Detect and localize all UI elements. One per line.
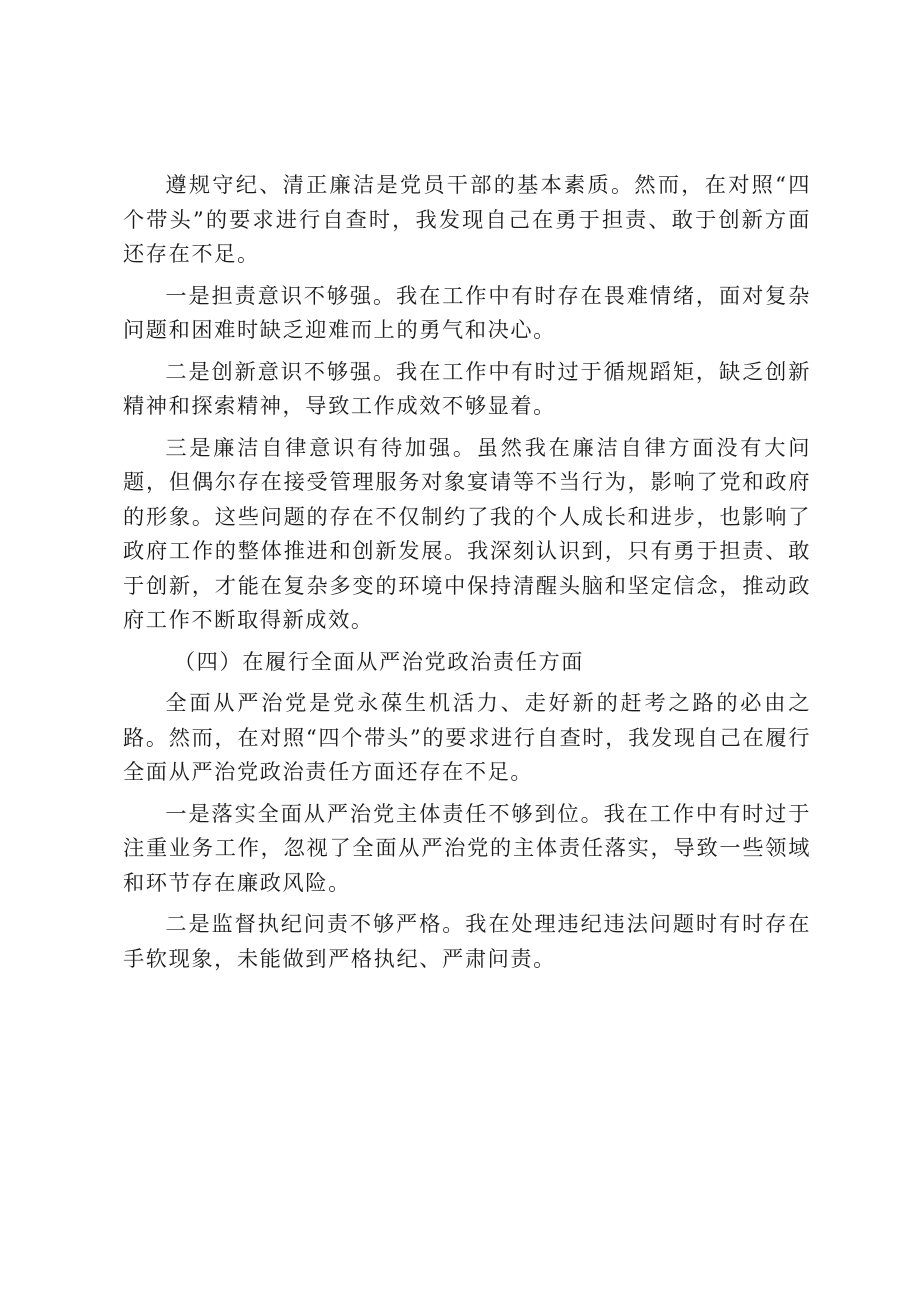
document-body: [123, 168, 811, 983]
body-paragraph: 三是廉洁自律意识有待加强。虽然我在廉洁自律方面没有大问题，但偶尔存在接受管理服务对象宴请等不当行为，影响了党和政府的形象。这些问题的存在不仅制约了我的个人成长和进步，也影响了政府工作的整体推进和创新发展。我深刻认识到，只有勇于担责、敢于创新，才能在复杂多变的环境中保持清醒头脑和坚定信念，推动政府工作不断取得新成效。: [123, 434, 811, 632]
body-paragraph: 一是担责意识不够强。我在工作中有时存在畏难情绪，面对复杂问题和困难时缺乏迎难而上的勇气和决心。: [123, 282, 811, 342]
body-paragraph: 二是创新意识不够强。我在工作中有时过于循规蹈矩，缺乏创新精神和探索精神，导致工作成效不够显着。: [123, 358, 811, 418]
section-heading: （四）在履行全面从严治党政治责任方面: [173, 648, 585, 674]
body-paragraph: 遵规守纪、清正廉洁是党员干部的基本素质。然而，在对照“四个带头”的要求进行自查时，我发现自己在勇于担责、敢于创新方面还存在不足。: [123, 172, 811, 266]
section-paragraph: 全面从严治党是党永葆生机活力、走好新的赶考之路的必由之路。然而，在对照“四个带头”的要求进行自查时，我发现自己在履行全面从严治党政治责任方面还存在不足。: [123, 690, 811, 784]
section-paragraph: 一是落实全面从严治党主体责任不够到位。我在工作中有时过于注重业务工作，忽视了全面从严治党的主体责任落实，导致一些领域和环节存在廉政风险。: [123, 800, 811, 895]
section-paragraph: 二是监督执纪问责不够严格。我在处理违纪违法问题时有时存在手软现象，未能做到严格执纪、严肃问责。: [123, 911, 811, 971]
